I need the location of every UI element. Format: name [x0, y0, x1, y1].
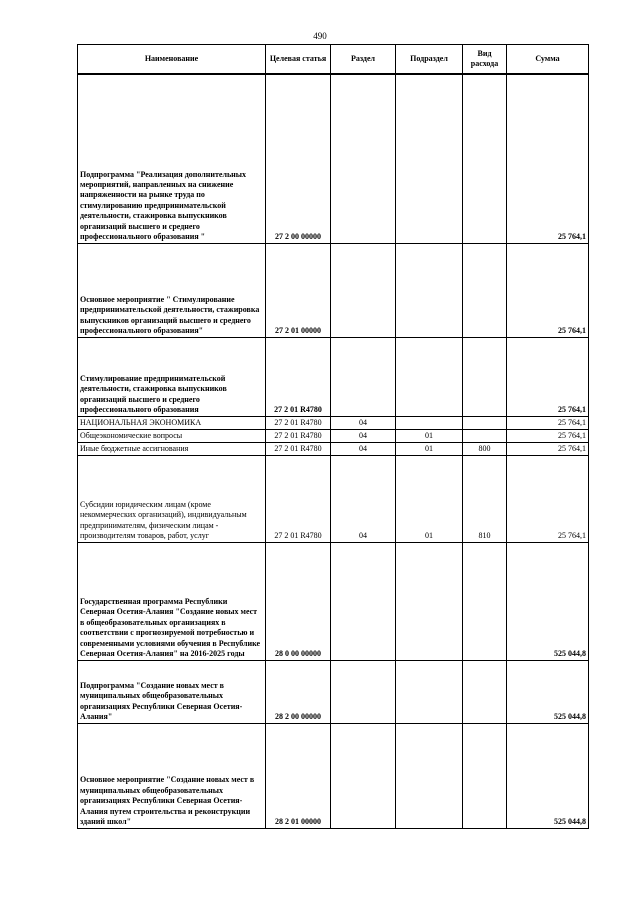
row-subsection-cell: [396, 74, 463, 243]
row-sum-cell: 25 764,1: [507, 455, 589, 542]
row-sum-cell: 25 764,1: [507, 429, 589, 442]
table-row: [78, 243, 589, 337]
table-row: [78, 455, 589, 542]
row-sum-cell: 25 764,1: [507, 442, 589, 455]
row-sum-cell: 25 764,1: [507, 416, 589, 429]
row-sum-cell: 525 044,8: [507, 542, 589, 660]
row-name-cell: Иные бюджетные ассигнования: [78, 442, 266, 455]
header-sum: Сумма: [507, 45, 589, 75]
row-name-cell: Субсидии юридическим лицам (кроме некоммерческих организаций), индивидуальным предпринимателям, физическим лицам - производителям товаров, работ, услуг: [78, 455, 266, 542]
row-sum-cell: 25 764,1: [507, 337, 589, 416]
row-section-cell: 04: [331, 429, 396, 442]
row-expense-type-cell: [463, 337, 507, 416]
row-section-cell: 04: [331, 455, 396, 542]
row-sum-cell: 525 044,8: [507, 660, 589, 723]
row-subsection-cell: [396, 542, 463, 660]
row-section-cell: [331, 74, 396, 243]
row-section-cell: [331, 660, 396, 723]
row-expense-type-cell: [463, 660, 507, 723]
row-name-cell: Общеэкономические вопросы: [78, 429, 266, 442]
header-target-article: Целевая статья: [266, 45, 331, 75]
row-name-cell: НАЦИОНАЛЬНАЯ ЭКОНОМИКА: [78, 416, 266, 429]
header-section: Раздел: [331, 45, 396, 75]
row-subsection-cell: 01: [396, 455, 463, 542]
row-subsection-cell: [396, 416, 463, 429]
row-target-cell: 27 2 00 00000: [266, 74, 331, 243]
header-subsection: Подраздел: [396, 45, 463, 75]
table-row: [78, 442, 589, 455]
row-target-cell: 27 2 01 R4780: [266, 455, 331, 542]
row-expense-type-cell: 800: [463, 442, 507, 455]
budget-table: [77, 44, 589, 829]
row-sum-cell: 525 044,8: [507, 723, 589, 828]
row-name-cell: Подпрограмма "Создание новых мест в муниципальных общеобразовательных организациях Республики Северная Осетия-Алания": [78, 660, 266, 723]
row-sum-cell: 25 764,1: [507, 243, 589, 337]
row-expense-type-cell: [463, 542, 507, 660]
row-target-cell: 27 2 01 R4780: [266, 337, 331, 416]
row-target-cell: 28 2 01 00000: [266, 723, 331, 828]
table-row: [78, 660, 589, 723]
row-expense-type-cell: [463, 416, 507, 429]
row-name-cell: Основное мероприятие "Создание новых мест в муниципальных общеобразовательных организациях Республики Северная Осетия-Алания путем строительства и реконструкции зданий школ": [78, 723, 266, 828]
row-section-cell: [331, 337, 396, 416]
row-name-cell: Подпрограмма "Реализация дополнительных мероприятий, направленных на снижение напряженности на рынке труда по стимулированию предпринимательской деятельности, стажировка выпускников организаций высшего и среднего профессионального образования ": [78, 74, 266, 243]
row-subsection-cell: [396, 660, 463, 723]
row-subsection-cell: [396, 723, 463, 828]
row-target-cell: 28 2 00 00000: [266, 660, 331, 723]
row-sum-cell: 25 764,1: [507, 74, 589, 243]
row-subsection-cell: 01: [396, 442, 463, 455]
row-expense-type-cell: [463, 723, 507, 828]
row-target-cell: 28 0 00 00000: [266, 542, 331, 660]
row-section-cell: [331, 723, 396, 828]
row-target-cell: 27 2 01 R4780: [266, 429, 331, 442]
table-row: [78, 429, 589, 442]
table-header-row: [78, 45, 589, 75]
row-name-cell: Государственная программа Республики Северная Осетия-Алания "Создание новых мест в общеобразовательных организациях в соответствии с прогнозируемой потребностью и современными условиями обучения в Республике Северная Осетия-Алания" на 2016-2025 годы: [78, 542, 266, 660]
header-name: Наименование: [78, 45, 266, 75]
row-name-cell: Основное мероприятие " Стимулирование предпринимательской деятельности, стажировка выпускников организаций высшего и среднего профессионального образования": [78, 243, 266, 337]
row-subsection-cell: 01: [396, 429, 463, 442]
row-section-cell: 04: [331, 442, 396, 455]
page-number: 490: [313, 31, 327, 41]
header-expense-type: Вид расхода: [463, 45, 507, 75]
table-row: [78, 337, 589, 416]
table-row: [78, 416, 589, 429]
row-expense-type-cell: [463, 74, 507, 243]
table-row: [78, 723, 589, 828]
row-section-cell: [331, 243, 396, 337]
row-expense-type-cell: [463, 429, 507, 442]
row-target-cell: 27 2 01 00000: [266, 243, 331, 337]
row-section-cell: 04: [331, 416, 396, 429]
row-target-cell: 27 2 01 R4780: [266, 416, 331, 429]
table-row: [78, 74, 589, 243]
row-subsection-cell: [396, 337, 463, 416]
row-name-cell: Стимулирование предпринимательской деятельности, стажировка выпускников организаций высшего и среднего профессионального образования: [78, 337, 266, 416]
table-row: [78, 542, 589, 660]
row-section-cell: [331, 542, 396, 660]
row-subsection-cell: [396, 243, 463, 337]
row-expense-type-cell: [463, 243, 507, 337]
row-expense-type-cell: 810: [463, 455, 507, 542]
row-target-cell: 27 2 01 R4780: [266, 442, 331, 455]
